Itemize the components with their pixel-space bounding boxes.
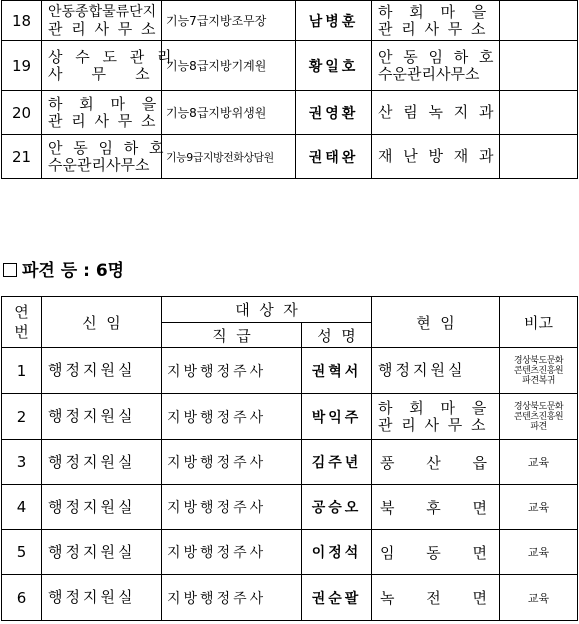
previous-office: 안동종합물류단지 관 리 사 무 소 (42, 1, 162, 41)
note-cell (500, 1, 578, 41)
table-row (2, 485, 578, 530)
person-name: 권영환 (296, 91, 372, 135)
note-cell (500, 41, 578, 91)
job-grade: 기능7급지방조무장 (162, 1, 296, 41)
new-post: 행정지원실 (42, 394, 162, 440)
header-name: 성 명 (302, 323, 372, 348)
current-post: 풍 산 읍 (372, 440, 500, 485)
current-post: 북 후 면 (372, 485, 500, 530)
new-post: 행정지원실 (42, 575, 162, 621)
table-row (2, 394, 578, 440)
table-row (2, 41, 578, 91)
table-row (2, 575, 578, 621)
row-number: 18 (2, 1, 42, 41)
job-grade: 지방행정주사 (162, 440, 302, 485)
person-name: 권혁서 (302, 348, 372, 394)
table-row (2, 530, 578, 575)
row-number: 5 (2, 530, 42, 575)
new-post: 행정지원실 (42, 440, 162, 485)
row-number: 21 (2, 135, 42, 179)
header-current-post: 현 임 (372, 297, 500, 348)
job-grade: 지방행정주사 (162, 575, 302, 621)
table-row (2, 440, 578, 485)
note-cell: 경상북도문화 콘텐츠진흥원 파견 (500, 394, 578, 440)
header-serial: 연번 (2, 297, 42, 348)
person-name: 김주년 (302, 440, 372, 485)
person-name: 남병훈 (296, 1, 372, 41)
row-number: 1 (2, 348, 42, 394)
note-cell: 교육 (500, 575, 578, 621)
header-grade: 직 급 (162, 323, 302, 348)
note-cell: 교육 (500, 440, 578, 485)
previous-office: 하 회 마 을 관 리 사 무 소 (42, 91, 162, 135)
header-note: 비고 (500, 297, 578, 348)
row-number: 4 (2, 485, 42, 530)
new-post: 행정지원실 (42, 485, 162, 530)
row-number: 2 (2, 394, 42, 440)
current-post: 임 동 면 (372, 530, 500, 575)
previous-office: 안 동 임 하 호 수운관리사무소 (42, 135, 162, 179)
note-cell (500, 91, 578, 135)
new-office: 안 동 임 하 호 수운관리사무소 (372, 41, 500, 91)
dispatch-table (1, 296, 578, 621)
current-post: 하 회 마 을 관 리 사 무 소 (372, 394, 500, 440)
job-grade: 지방행정주사 (162, 485, 302, 530)
header-new-post: 신 임 (42, 297, 162, 348)
person-name: 공승오 (302, 485, 372, 530)
person-name: 이정석 (302, 530, 372, 575)
note-cell: 교육 (500, 530, 578, 575)
new-office: 산 림 녹 지 과 (372, 91, 500, 135)
table-row (2, 1, 578, 41)
job-grade: 기능8급지방위생원 (162, 91, 296, 135)
job-grade: 지방행정주사 (162, 394, 302, 440)
job-grade: 지방행정주사 (162, 530, 302, 575)
new-office: 재 난 방 재 과 (372, 135, 500, 179)
new-post: 행정지원실 (42, 348, 162, 394)
person-name: 권태완 (296, 135, 372, 179)
new-office: 하 회 마 을 관 리 사 무 소 (372, 1, 500, 41)
person-name: 박익주 (302, 394, 372, 440)
job-grade: 기능8급지방기계원 (162, 41, 296, 91)
table-row (2, 135, 578, 179)
job-grade: 지방행정주사 (162, 348, 302, 394)
new-post: 행정지원실 (42, 530, 162, 575)
table-row (2, 348, 578, 394)
note-cell (500, 135, 578, 179)
note-cell: 경상북도문화 콘텐츠진흥원 파견복귀 (500, 348, 578, 394)
table-row (2, 91, 578, 135)
job-grade: 기능9급지방전화상담원 (162, 135, 296, 179)
current-post: 행정지원실 (372, 348, 500, 394)
checkbox-square-icon (3, 263, 17, 277)
person-name: 권순팔 (302, 575, 372, 621)
section-heading: 파견 등 : 6명 (3, 256, 124, 281)
current-post: 녹 전 면 (372, 575, 500, 621)
row-number: 19 (2, 41, 42, 91)
header-target-person: 대 상 자 (162, 297, 372, 323)
row-number: 6 (2, 575, 42, 621)
row-number: 3 (2, 440, 42, 485)
note-cell: 교육 (500, 485, 578, 530)
previous-office: 상 수 도 관 리 사 무 소 (42, 41, 162, 91)
row-number: 20 (2, 91, 42, 135)
assignment-table-top (1, 0, 578, 179)
person-name: 황일호 (296, 41, 372, 91)
